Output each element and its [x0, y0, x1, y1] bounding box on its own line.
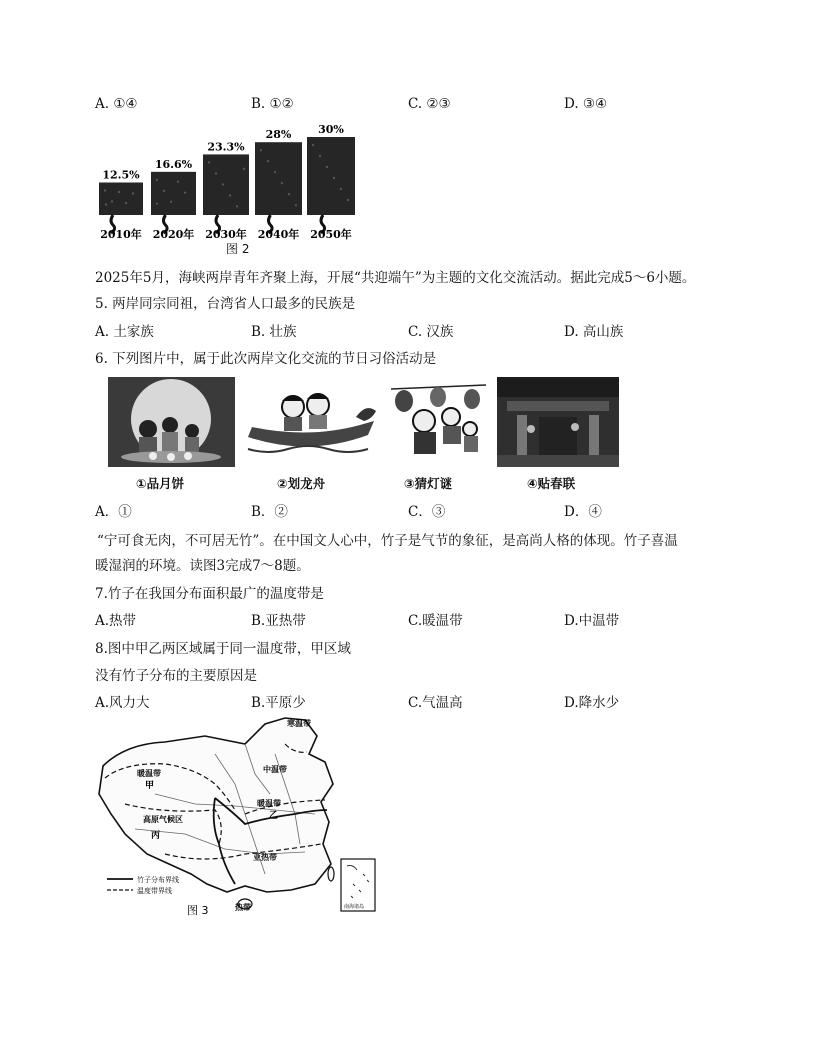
q4-option-c: C. ②③	[408, 96, 451, 112]
label-cold-temperate: 寒温带	[287, 719, 311, 728]
q8-option-b: B.平原少	[251, 695, 306, 711]
bar-value-label: 12.5%	[102, 168, 140, 182]
bar-2010年	[99, 183, 143, 216]
picture-caption-2: ②划龙舟	[277, 476, 326, 491]
passage-2-line-2: 暖湿润的环境。读图3完成7～8题。	[95, 558, 310, 574]
bar-year-label: 2020年	[152, 228, 195, 241]
q4-option-a: A. ①④	[95, 96, 138, 112]
bar-year-label: 2040年	[257, 228, 300, 241]
q4-option-b: B. ①②	[251, 96, 294, 112]
q5-option-a: A. 土家族	[95, 324, 154, 340]
bar-2040年	[255, 142, 302, 215]
label-subtropical: 亚热带	[253, 853, 277, 862]
q6-option-d: D．④	[564, 504, 602, 520]
bar-value-label: 16.6%	[154, 157, 193, 171]
inset-label: 南海诸岛	[344, 904, 365, 910]
q6-option-b: B．②	[251, 504, 288, 520]
q7-option-d: D.中温带	[564, 613, 620, 629]
figure-2	[95, 120, 355, 260]
label-bing: 丙	[151, 831, 161, 841]
bar-2030年	[203, 154, 249, 215]
label-warm-temperate-west: 暖温带	[137, 769, 161, 778]
q5-option-d: D. 高山族	[564, 324, 624, 340]
picture-dragon-boat	[238, 377, 380, 467]
q5-stem: 5. 两岸同宗同祖，台湾省人口最多的民族是	[95, 296, 356, 312]
legend-bamboo-boundary: 竹子分布界线	[137, 876, 179, 884]
q6-stem: 6. 下列图片中，属于此次两岸文化交流的节日习俗活动是	[95, 351, 437, 367]
bar-2050年	[307, 137, 355, 215]
q5-option-c: C. 汉族	[408, 324, 454, 340]
picture-lantern-riddle	[386, 377, 490, 467]
label-yi: 乙	[269, 811, 279, 821]
picture-mooncake	[108, 377, 235, 467]
picture-caption-3: ③猜灯谜	[404, 476, 453, 491]
map-svg	[95, 714, 385, 919]
q7-option-c: C.暖温带	[408, 613, 463, 629]
q8-stem-line-1: 8.图中甲乙两区域属于同一温度带，甲区域	[95, 641, 351, 657]
q4-option-d: D. ③④	[564, 96, 608, 112]
q7-option-a: A.热带	[95, 613, 137, 629]
q8-stem-line-2: 没有竹子分布的主要原因是	[95, 668, 257, 684]
bar-year-label: 2050年	[310, 228, 352, 241]
q6-option-c: C．③	[408, 504, 446, 520]
label-jia: 甲	[145, 781, 155, 791]
q5-option-b: B. 壮族	[251, 324, 297, 340]
bar-2020年	[151, 172, 196, 215]
figure-3-caption: 图 3	[187, 904, 209, 917]
bar-value-label: 30%	[318, 123, 344, 136]
q8-option-d: D.降水少	[564, 695, 620, 711]
q6-option-a: A．①	[95, 504, 132, 520]
q8-option-a: A.风力大	[95, 695, 150, 711]
figure-2-chart	[95, 120, 355, 260]
picture-caption-4: ④贴春联	[527, 476, 576, 491]
bar-value-label: 23.3%	[207, 140, 245, 154]
figure-3-map	[95, 714, 385, 919]
q8-option-c: C.气温高	[408, 695, 463, 711]
q7-stem: 7.竹子在我国分布面积最广的温度带是	[95, 586, 324, 602]
bar-year-label: 2010年	[100, 228, 142, 241]
picture-caption-1: ①品月饼	[136, 476, 185, 491]
label-warm-temperate-east: 暖温带	[257, 799, 281, 808]
label-mid-temperate: 中温带	[263, 765, 287, 774]
label-plateau: 高原气候区	[143, 815, 183, 824]
passage-2-line-1: “宁可食无肉，不可居无竹”。在中国文人心中，竹子是气节的象征，是高尚人格的体现。竹子喜温	[97, 533, 678, 549]
passage-1: 2025年5月，海峡两岸青年齐聚上海，开展“共迎端午”为主题的文化交流活动。据此完成5～6小题。	[95, 270, 696, 286]
bar-year-label: 2030年	[205, 228, 247, 241]
q7-option-b: B.亚热带	[251, 613, 306, 629]
figure-2-caption: 图 2	[226, 242, 250, 256]
legend-temperature-boundary: 温度带界线	[137, 887, 172, 895]
label-tropical: 热带	[235, 903, 251, 912]
picture-spring-couplets	[497, 377, 619, 467]
bar-value-label: 28%	[265, 128, 292, 142]
